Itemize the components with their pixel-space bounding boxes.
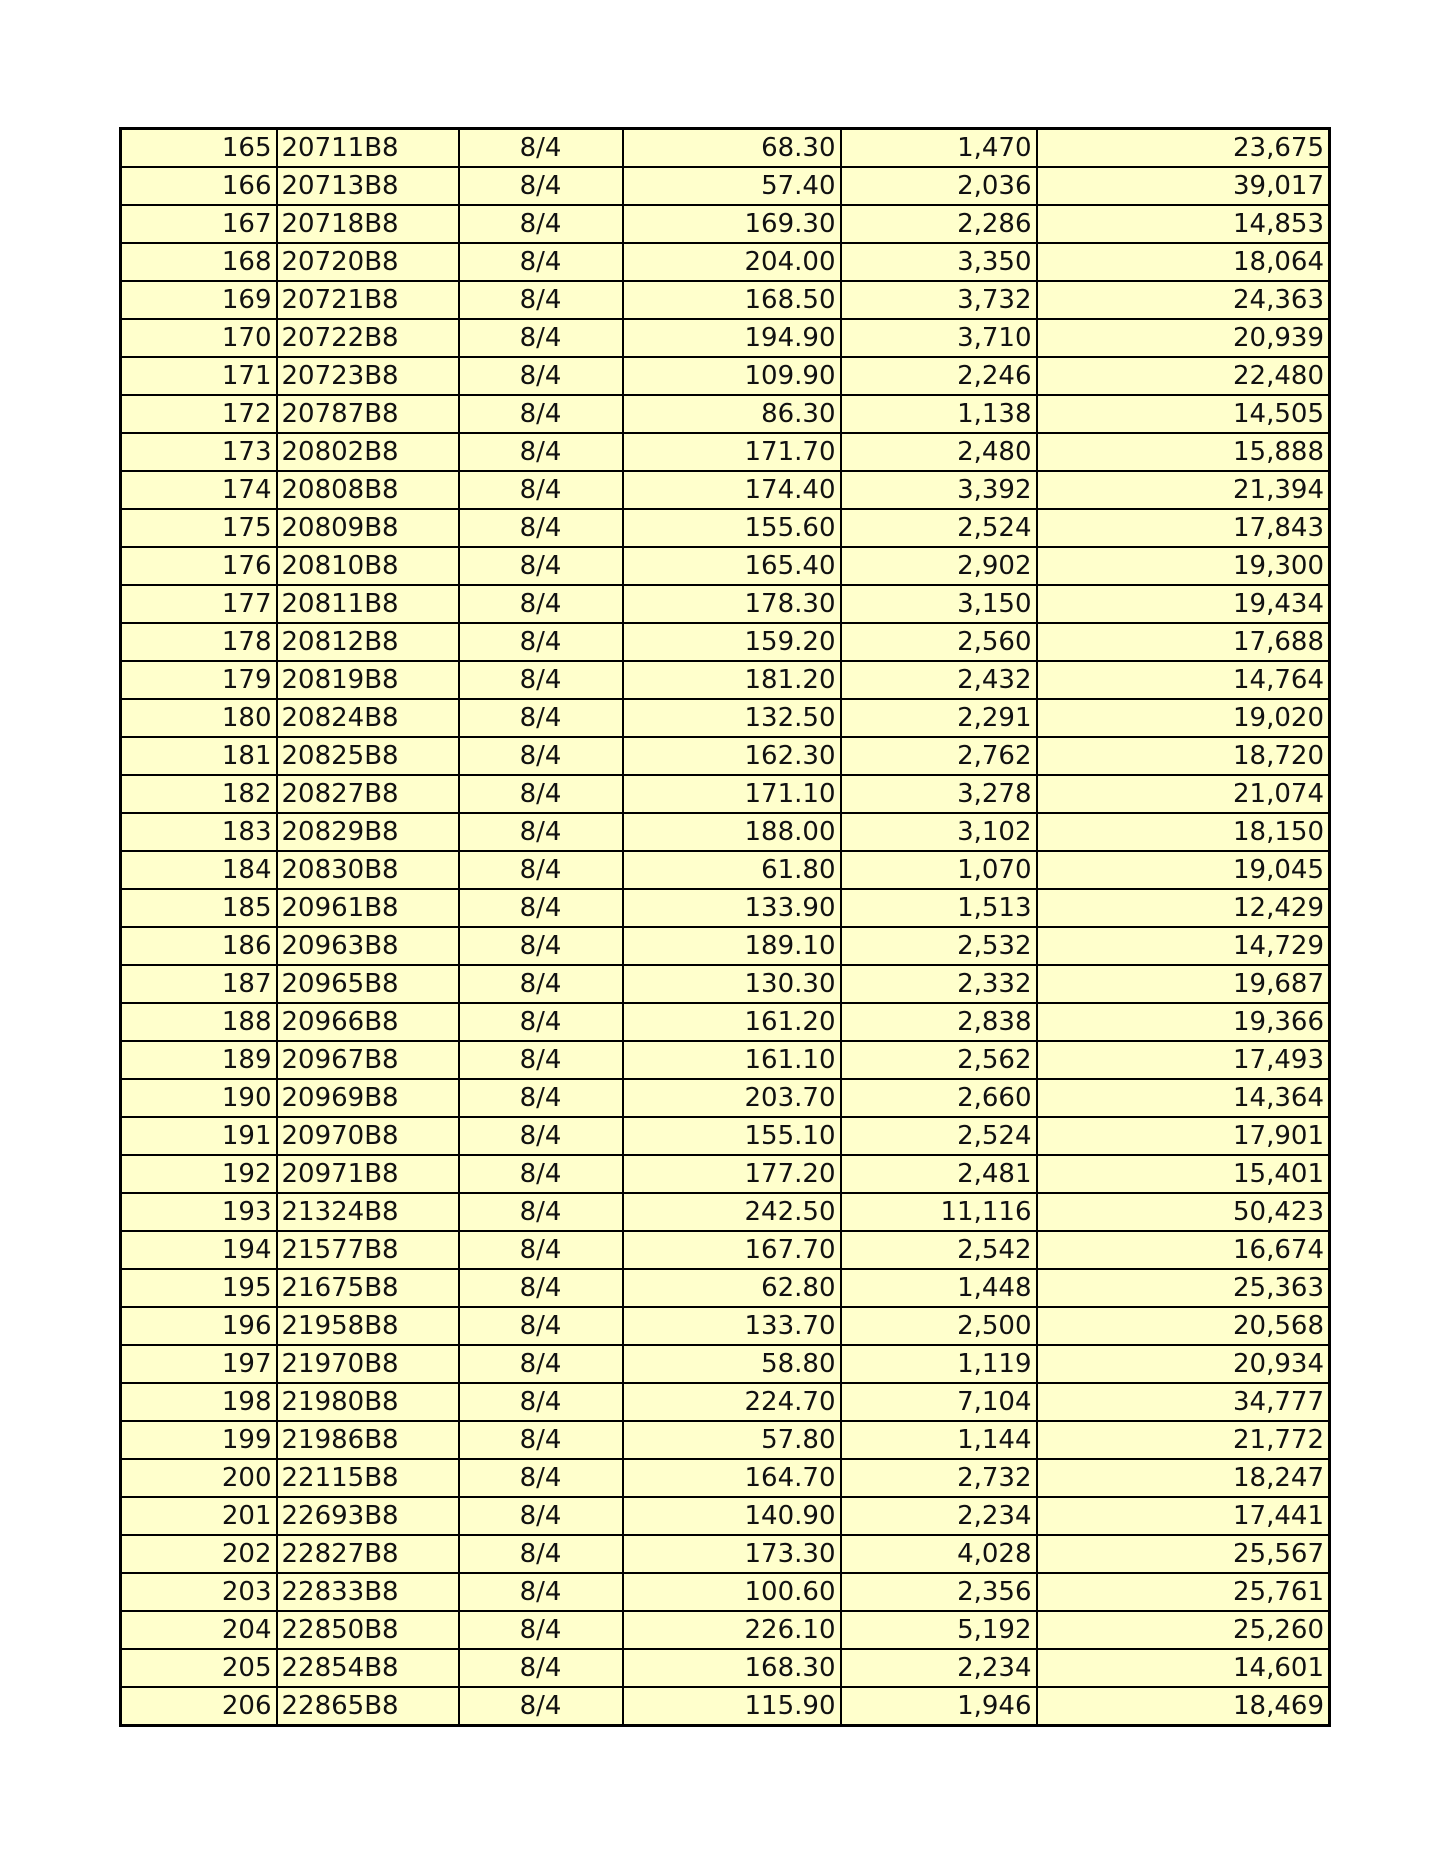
row-number-cell: 205: [121, 1649, 277, 1687]
total-cell: 14,764: [1037, 661, 1330, 699]
total-cell: 14,364: [1037, 1079, 1330, 1117]
thickness-cell: 8/4: [459, 1231, 623, 1269]
row-number-cell: 178: [121, 623, 277, 661]
total-cell: 39,017: [1037, 167, 1330, 205]
row-number-cell: 167: [121, 205, 277, 243]
row-number-cell: 199: [121, 1421, 277, 1459]
item-code-cell: 20966B8: [277, 1003, 459, 1041]
measure-cell: 115.90: [623, 1687, 841, 1726]
quantity-cell: 3,150: [841, 585, 1037, 623]
measure-cell: 188.00: [623, 813, 841, 851]
total-cell: 18,064: [1037, 243, 1330, 281]
measure-cell: 62.80: [623, 1269, 841, 1307]
quantity-cell: 1,513: [841, 889, 1037, 927]
quantity-cell: 2,560: [841, 623, 1037, 661]
thickness-cell: 8/4: [459, 699, 623, 737]
quantity-cell: 1,138: [841, 395, 1037, 433]
quantity-cell: 2,838: [841, 1003, 1037, 1041]
row-number-cell: 183: [121, 813, 277, 851]
item-code-cell: 20811B8: [277, 585, 459, 623]
quantity-cell: 7,104: [841, 1383, 1037, 1421]
item-code-cell: 20787B8: [277, 395, 459, 433]
table-row: [121, 281, 1330, 319]
total-cell: 24,363: [1037, 281, 1330, 319]
item-code-cell: 22693B8: [277, 1497, 459, 1535]
item-code-cell: 22850B8: [277, 1611, 459, 1649]
item-code-cell: 20824B8: [277, 699, 459, 737]
row-number-cell: 206: [121, 1687, 277, 1726]
measure-cell: 203.70: [623, 1079, 841, 1117]
thickness-cell: 8/4: [459, 547, 623, 585]
total-cell: 18,150: [1037, 813, 1330, 851]
row-number-cell: 175: [121, 509, 277, 547]
quantity-cell: 2,562: [841, 1041, 1037, 1079]
thickness-cell: 8/4: [459, 775, 623, 813]
thickness-cell: 8/4: [459, 889, 623, 927]
row-number-cell: 182: [121, 775, 277, 813]
table-row: [121, 661, 1330, 699]
measure-cell: 165.40: [623, 547, 841, 585]
quantity-cell: 2,246: [841, 357, 1037, 395]
quantity-cell: 1,470: [841, 129, 1037, 168]
table-row: [121, 509, 1330, 547]
item-code-cell: 20718B8: [277, 205, 459, 243]
measure-cell: 133.70: [623, 1307, 841, 1345]
total-cell: 18,469: [1037, 1687, 1330, 1726]
quantity-cell: 4,028: [841, 1535, 1037, 1573]
measure-cell: 155.60: [623, 509, 841, 547]
table-row: [121, 1155, 1330, 1193]
item-code-cell: 20965B8: [277, 965, 459, 1003]
table-row: [121, 1079, 1330, 1117]
row-number-cell: 189: [121, 1041, 277, 1079]
thickness-cell: 8/4: [459, 357, 623, 395]
item-code-cell: 22833B8: [277, 1573, 459, 1611]
total-cell: 17,493: [1037, 1041, 1330, 1079]
table-row: [121, 167, 1330, 205]
measure-cell: 155.10: [623, 1117, 841, 1155]
total-cell: 19,366: [1037, 1003, 1330, 1041]
total-cell: 16,674: [1037, 1231, 1330, 1269]
row-number-cell: 166: [121, 167, 277, 205]
thickness-cell: 8/4: [459, 585, 623, 623]
thickness-cell: 8/4: [459, 813, 623, 851]
measure-cell: 161.10: [623, 1041, 841, 1079]
item-code-cell: 20802B8: [277, 433, 459, 471]
thickness-cell: 8/4: [459, 205, 623, 243]
item-code-cell: 21980B8: [277, 1383, 459, 1421]
total-cell: 21,074: [1037, 775, 1330, 813]
item-code-cell: 20825B8: [277, 737, 459, 775]
measure-cell: 181.20: [623, 661, 841, 699]
row-number-cell: 169: [121, 281, 277, 319]
quantity-cell: 2,234: [841, 1649, 1037, 1687]
table-row: [121, 1459, 1330, 1497]
measure-cell: 226.10: [623, 1611, 841, 1649]
quantity-cell: 2,660: [841, 1079, 1037, 1117]
total-cell: 19,300: [1037, 547, 1330, 585]
measure-cell: 204.00: [623, 243, 841, 281]
quantity-cell: 5,192: [841, 1611, 1037, 1649]
measure-cell: 168.50: [623, 281, 841, 319]
row-number-cell: 191: [121, 1117, 277, 1155]
total-cell: 25,567: [1037, 1535, 1330, 1573]
row-number-cell: 173: [121, 433, 277, 471]
thickness-cell: 8/4: [459, 1269, 623, 1307]
thickness-cell: 8/4: [459, 1117, 623, 1155]
table-row: [121, 319, 1330, 357]
quantity-cell: 2,732: [841, 1459, 1037, 1497]
measure-cell: 61.80: [623, 851, 841, 889]
row-number-cell: 180: [121, 699, 277, 737]
quantity-cell: 2,036: [841, 167, 1037, 205]
total-cell: 20,939: [1037, 319, 1330, 357]
row-number-cell: 179: [121, 661, 277, 699]
quantity-cell: 2,532: [841, 927, 1037, 965]
item-code-cell: 20827B8: [277, 775, 459, 813]
table-row: [121, 1307, 1330, 1345]
row-number-cell: 177: [121, 585, 277, 623]
item-code-cell: 20967B8: [277, 1041, 459, 1079]
data-table: [119, 127, 1331, 1727]
quantity-cell: 2,500: [841, 1307, 1037, 1345]
quantity-cell: 3,392: [841, 471, 1037, 509]
total-cell: 17,843: [1037, 509, 1330, 547]
table-row: [121, 965, 1330, 1003]
thickness-cell: 8/4: [459, 1459, 623, 1497]
row-number-cell: 185: [121, 889, 277, 927]
table-row: [121, 623, 1330, 661]
item-code-cell: 20723B8: [277, 357, 459, 395]
row-number-cell: 193: [121, 1193, 277, 1231]
table-row: [121, 471, 1330, 509]
measure-cell: 194.90: [623, 319, 841, 357]
measure-cell: 178.30: [623, 585, 841, 623]
measure-cell: 169.30: [623, 205, 841, 243]
item-code-cell: 20961B8: [277, 889, 459, 927]
row-number-cell: 171: [121, 357, 277, 395]
quantity-cell: 1,144: [841, 1421, 1037, 1459]
table-row: [121, 1003, 1330, 1041]
thickness-cell: 8/4: [459, 1155, 623, 1193]
item-code-cell: 22115B8: [277, 1459, 459, 1497]
item-code-cell: 20829B8: [277, 813, 459, 851]
measure-cell: 162.30: [623, 737, 841, 775]
total-cell: 19,020: [1037, 699, 1330, 737]
row-number-cell: 197: [121, 1345, 277, 1383]
item-code-cell: 22854B8: [277, 1649, 459, 1687]
row-number-cell: 203: [121, 1573, 277, 1611]
thickness-cell: 8/4: [459, 623, 623, 661]
measure-cell: 171.10: [623, 775, 841, 813]
total-cell: 18,720: [1037, 737, 1330, 775]
total-cell: 14,853: [1037, 205, 1330, 243]
item-code-cell: 21324B8: [277, 1193, 459, 1231]
table-row: [121, 1649, 1330, 1687]
table-row: [121, 1611, 1330, 1649]
table-body: [121, 129, 1330, 1726]
table-row: [121, 433, 1330, 471]
total-cell: 19,045: [1037, 851, 1330, 889]
thickness-cell: 8/4: [459, 1041, 623, 1079]
thickness-cell: 8/4: [459, 1383, 623, 1421]
total-cell: 17,441: [1037, 1497, 1330, 1535]
table-row: [121, 1383, 1330, 1421]
thickness-cell: 8/4: [459, 1079, 623, 1117]
total-cell: 14,505: [1037, 395, 1330, 433]
table-row: [121, 1041, 1330, 1079]
row-number-cell: 176: [121, 547, 277, 585]
row-number-cell: 187: [121, 965, 277, 1003]
table-row: [121, 1573, 1330, 1611]
item-code-cell: 20720B8: [277, 243, 459, 281]
measure-cell: 132.50: [623, 699, 841, 737]
total-cell: 23,675: [1037, 129, 1330, 168]
thickness-cell: 8/4: [459, 927, 623, 965]
total-cell: 17,901: [1037, 1117, 1330, 1155]
item-code-cell: 20812B8: [277, 623, 459, 661]
total-cell: 25,761: [1037, 1573, 1330, 1611]
table-row: [121, 1535, 1330, 1573]
row-number-cell: 181: [121, 737, 277, 775]
item-code-cell: 20721B8: [277, 281, 459, 319]
total-cell: 14,729: [1037, 927, 1330, 965]
measure-cell: 57.80: [623, 1421, 841, 1459]
table-row: [121, 1269, 1330, 1307]
quantity-cell: 3,278: [841, 775, 1037, 813]
total-cell: 34,777: [1037, 1383, 1330, 1421]
thickness-cell: 8/4: [459, 471, 623, 509]
row-number-cell: 172: [121, 395, 277, 433]
item-code-cell: 20970B8: [277, 1117, 459, 1155]
measure-cell: 224.70: [623, 1383, 841, 1421]
quantity-cell: 3,710: [841, 319, 1037, 357]
total-cell: 14,601: [1037, 1649, 1330, 1687]
quantity-cell: 2,480: [841, 433, 1037, 471]
thickness-cell: 8/4: [459, 661, 623, 699]
item-code-cell: 20711B8: [277, 129, 459, 168]
item-code-cell: 20819B8: [277, 661, 459, 699]
measure-cell: 161.20: [623, 1003, 841, 1041]
row-number-cell: 204: [121, 1611, 277, 1649]
total-cell: 18,247: [1037, 1459, 1330, 1497]
thickness-cell: 8/4: [459, 433, 623, 471]
thickness-cell: 8/4: [459, 1421, 623, 1459]
row-number-cell: 170: [121, 319, 277, 357]
item-code-cell: 21958B8: [277, 1307, 459, 1345]
thickness-cell: 8/4: [459, 129, 623, 168]
thickness-cell: 8/4: [459, 1497, 623, 1535]
row-number-cell: 198: [121, 1383, 277, 1421]
total-cell: 15,888: [1037, 433, 1330, 471]
quantity-cell: 1,119: [841, 1345, 1037, 1383]
row-number-cell: 174: [121, 471, 277, 509]
table-row: [121, 1117, 1330, 1155]
thickness-cell: 8/4: [459, 1003, 623, 1041]
measure-cell: 174.40: [623, 471, 841, 509]
measure-cell: 177.20: [623, 1155, 841, 1193]
measure-cell: 168.30: [623, 1649, 841, 1687]
thickness-cell: 8/4: [459, 1687, 623, 1726]
table-row: [121, 1687, 1330, 1726]
item-code-cell: 21675B8: [277, 1269, 459, 1307]
thickness-cell: 8/4: [459, 509, 623, 547]
row-number-cell: 200: [121, 1459, 277, 1497]
row-number-cell: 202: [121, 1535, 277, 1573]
measure-cell: 173.30: [623, 1535, 841, 1573]
item-code-cell: 20809B8: [277, 509, 459, 547]
thickness-cell: 8/4: [459, 167, 623, 205]
measure-cell: 57.40: [623, 167, 841, 205]
quantity-cell: 2,542: [841, 1231, 1037, 1269]
measure-cell: 133.90: [623, 889, 841, 927]
quantity-cell: 2,902: [841, 547, 1037, 585]
total-cell: 22,480: [1037, 357, 1330, 395]
quantity-cell: 2,432: [841, 661, 1037, 699]
item-code-cell: 21970B8: [277, 1345, 459, 1383]
quantity-cell: 3,732: [841, 281, 1037, 319]
row-number-cell: 192: [121, 1155, 277, 1193]
measure-cell: 86.30: [623, 395, 841, 433]
row-number-cell: 196: [121, 1307, 277, 1345]
table-row: [121, 889, 1330, 927]
item-code-cell: 20722B8: [277, 319, 459, 357]
quantity-cell: 1,946: [841, 1687, 1037, 1726]
measure-cell: 171.70: [623, 433, 841, 471]
total-cell: 25,363: [1037, 1269, 1330, 1307]
table-row: [121, 699, 1330, 737]
table-row: [121, 813, 1330, 851]
thickness-cell: 8/4: [459, 1193, 623, 1231]
quantity-cell: 1,070: [841, 851, 1037, 889]
measure-cell: 242.50: [623, 1193, 841, 1231]
total-cell: 20,568: [1037, 1307, 1330, 1345]
quantity-cell: 2,356: [841, 1573, 1037, 1611]
table-row: [121, 1231, 1330, 1269]
quantity-cell: 2,524: [841, 509, 1037, 547]
measure-cell: 159.20: [623, 623, 841, 661]
measure-cell: 189.10: [623, 927, 841, 965]
quantity-cell: 1,448: [841, 1269, 1037, 1307]
table-row: [121, 775, 1330, 813]
quantity-cell: 2,234: [841, 1497, 1037, 1535]
thickness-cell: 8/4: [459, 1345, 623, 1383]
table-row: [121, 129, 1330, 168]
item-code-cell: 20713B8: [277, 167, 459, 205]
item-code-cell: 22865B8: [277, 1687, 459, 1726]
total-cell: 20,934: [1037, 1345, 1330, 1383]
quantity-cell: 3,350: [841, 243, 1037, 281]
table-row: [121, 1193, 1330, 1231]
thickness-cell: 8/4: [459, 1649, 623, 1687]
thickness-cell: 8/4: [459, 965, 623, 1003]
table-row: [121, 737, 1330, 775]
item-code-cell: 20969B8: [277, 1079, 459, 1117]
row-number-cell: 201: [121, 1497, 277, 1535]
table-row: [121, 205, 1330, 243]
table-row: [121, 585, 1330, 623]
row-number-cell: 194: [121, 1231, 277, 1269]
total-cell: 19,687: [1037, 965, 1330, 1003]
item-code-cell: 20963B8: [277, 927, 459, 965]
measure-cell: 58.80: [623, 1345, 841, 1383]
total-cell: 12,429: [1037, 889, 1330, 927]
item-code-cell: 21986B8: [277, 1421, 459, 1459]
total-cell: 15,401: [1037, 1155, 1330, 1193]
total-cell: 17,688: [1037, 623, 1330, 661]
thickness-cell: 8/4: [459, 319, 623, 357]
row-number-cell: 190: [121, 1079, 277, 1117]
measure-cell: 140.90: [623, 1497, 841, 1535]
thickness-cell: 8/4: [459, 395, 623, 433]
row-number-cell: 184: [121, 851, 277, 889]
thickness-cell: 8/4: [459, 1611, 623, 1649]
quantity-cell: 11,116: [841, 1193, 1037, 1231]
table-row: [121, 395, 1330, 433]
thickness-cell: 8/4: [459, 851, 623, 889]
measure-cell: 100.60: [623, 1573, 841, 1611]
row-number-cell: 195: [121, 1269, 277, 1307]
total-cell: 50,423: [1037, 1193, 1330, 1231]
item-code-cell: 22827B8: [277, 1535, 459, 1573]
table-row: [121, 547, 1330, 585]
table-row: [121, 1421, 1330, 1459]
measure-cell: 167.70: [623, 1231, 841, 1269]
item-code-cell: 20971B8: [277, 1155, 459, 1193]
thickness-cell: 8/4: [459, 1573, 623, 1611]
quantity-cell: 2,481: [841, 1155, 1037, 1193]
total-cell: 21,394: [1037, 471, 1330, 509]
quantity-cell: 2,332: [841, 965, 1037, 1003]
table-row: [121, 927, 1330, 965]
row-number-cell: 168: [121, 243, 277, 281]
quantity-cell: 2,524: [841, 1117, 1037, 1155]
item-code-cell: 21577B8: [277, 1231, 459, 1269]
row-number-cell: 165: [121, 129, 277, 168]
quantity-cell: 2,286: [841, 205, 1037, 243]
total-cell: 25,260: [1037, 1611, 1330, 1649]
table-row: [121, 357, 1330, 395]
table-row: [121, 1497, 1330, 1535]
total-cell: 19,434: [1037, 585, 1330, 623]
table-row: [121, 851, 1330, 889]
quantity-cell: 2,762: [841, 737, 1037, 775]
measure-cell: 164.70: [623, 1459, 841, 1497]
item-code-cell: 20808B8: [277, 471, 459, 509]
table-row: [121, 1345, 1330, 1383]
row-number-cell: 188: [121, 1003, 277, 1041]
thickness-cell: 8/4: [459, 1535, 623, 1573]
measure-cell: 109.90: [623, 357, 841, 395]
item-code-cell: 20810B8: [277, 547, 459, 585]
measure-cell: 130.30: [623, 965, 841, 1003]
item-code-cell: 20830B8: [277, 851, 459, 889]
thickness-cell: 8/4: [459, 737, 623, 775]
measure-cell: 68.30: [623, 129, 841, 168]
table-row: [121, 243, 1330, 281]
thickness-cell: 8/4: [459, 243, 623, 281]
quantity-cell: 3,102: [841, 813, 1037, 851]
total-cell: 21,772: [1037, 1421, 1330, 1459]
quantity-cell: 2,291: [841, 699, 1037, 737]
thickness-cell: 8/4: [459, 281, 623, 319]
row-number-cell: 186: [121, 927, 277, 965]
thickness-cell: 8/4: [459, 1307, 623, 1345]
